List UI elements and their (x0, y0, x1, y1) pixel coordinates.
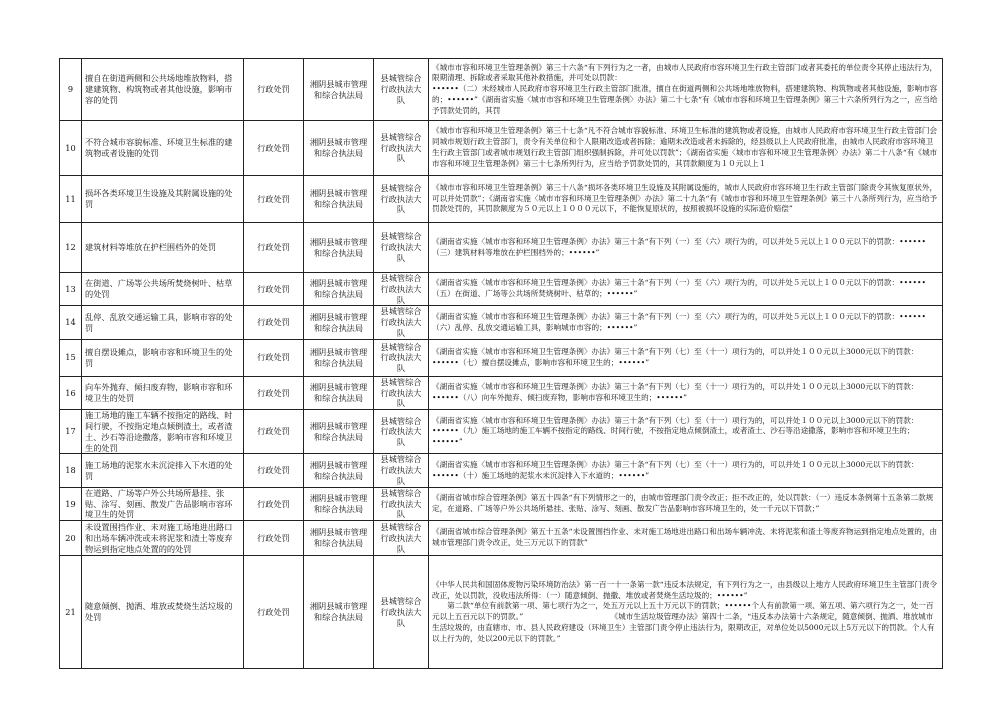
implementing-department: 湘阴县城市管理和综合执法局 (304, 454, 374, 487)
legal-basis (429, 306, 943, 339)
item-type: 行政处罚 (244, 223, 304, 273)
item-type: 行政处罚 (244, 176, 304, 223)
row-number: 18 (60, 454, 82, 487)
legal-basis-paragraph: ••••••（二）未经城市人民政府市容环境卫生行政主管部门批准，擅自在街道两侧和公共场地堆放物料，搭建建筑物、构筑物或者其他设施，影响市容的；••••••”《湖南省实施〈城市市容和环境卫生管理条例〉办法》第二十七条“有《城市市容和环境卫生管理条例》第三十六条所列行为之一，应当给予罚款处罚的，其罚 (432, 84, 938, 115)
legal-basis-paragraph: 《城市市容和环境卫生管理条例》第三十六条“有下列行为之一者，由城市人民政府市容环境卫生行政主管部门或者其委托的单位责令其停止违法行为，限期清理、拆除或者采取其他补救措施，并可处以罚款： (432, 62, 938, 83)
executing-unit: 县城管综合行政执法大队 (374, 59, 429, 121)
implementing-department: 湘阴县城市管理和综合执法局 (304, 223, 374, 273)
legal-basis (429, 487, 943, 520)
legal-basis-paragraph: 《城市市容和环境卫生管理条例》第三十七条“凡不符合城市容貌标准、环境卫生标准的建筑物或者设施，由城市人民政府市容环境卫生行政主管部门会同城市规划行政主管部门，责令有关单位和个人限期改造或者拆除；逾期未改造或者未拆除的，经县级以上人民政府批准，由城市人民政府市容环境卫生行政主管部门或者城市规划行政主管部门组织强制拆除，并可处以罚款”；《湖南省实施〈城市市容和环境卫生管理条例〉办法》第二十八条“有《城市市容和环境卫生管理条例》第三十七条所列行为，应当给予罚款处罚的，其罚款额度为１０元以上１ (432, 126, 938, 168)
item-type: 行政处罚 (244, 454, 304, 487)
executing-unit: 县城管综合行政执法大队 (374, 521, 429, 556)
table-row (60, 487, 943, 520)
item-name: 在街道、广场等公共场所焚烧树叶、枯草的处罚 (82, 273, 244, 306)
row-number: 14 (60, 306, 82, 339)
row-number: 10 (60, 121, 82, 176)
table-row (60, 59, 943, 121)
legal-basis-paragraph: 《湖南省实施〈城市市容和环境卫生管理条例〉办法》第三十条“有下列（七）至（十一）项行为的，可以并处１００元以上3000元以下的罚款：••••••（十）施工场地的泥浆水未沉淀排入下水道的；••••••” (432, 459, 919, 480)
executing-unit: 县城管综合行政执法大队 (374, 121, 429, 176)
item-type: 行政处罚 (244, 273, 304, 306)
implementing-department: 湘阴县城市管理和综合执法局 (304, 121, 374, 176)
implementing-department: 湘阴县城市管理和综合执法局 (304, 556, 374, 669)
legal-basis (429, 59, 943, 121)
implementing-department: 湘阴县城市管理和综合执法局 (304, 176, 374, 223)
executing-unit: 县城管综合行政执法大队 (374, 410, 429, 454)
row-number: 13 (60, 273, 82, 306)
item-type: 行政处罚 (244, 556, 304, 669)
implementing-department: 湘阴县城市管理和综合执法局 (304, 487, 374, 520)
row-number: 11 (60, 176, 82, 223)
implementing-department: 湘阴县城市管理和综合执法局 (304, 521, 374, 556)
item-type: 行政处罚 (244, 59, 304, 121)
executing-unit: 县城管综合行政执法大队 (374, 339, 429, 376)
executing-unit: 县城管综合行政执法大队 (374, 454, 429, 487)
row-number: 21 (60, 556, 82, 669)
row-number: 15 (60, 339, 82, 376)
item-name: 不符合城市容貌标准、环境卫生标准的建筑物或者设施的处罚 (82, 121, 244, 176)
table-body (60, 59, 943, 669)
item-type: 行政处罚 (244, 339, 304, 376)
row-number: 12 (60, 223, 82, 273)
implementing-department: 湘阴县城市管理和综合执法局 (304, 59, 374, 121)
table-row (60, 176, 943, 223)
legal-basis-paragraph: 《湖南省实施〈城市市容和环境卫生管理条例〉办法》第三十条“有下列（七）至（十一）项行为的，可以并处１００元以上3000元以下的罚款：••••••（七）擅自摆设摊点，影响市容和环境卫生的；••••••” (432, 346, 919, 367)
implementing-department: 湘阴县城市管理和综合执法局 (304, 339, 374, 376)
legal-basis (429, 339, 943, 376)
row-number: 9 (60, 59, 82, 121)
legal-basis-paragraph: 《中华人民共和国固体废物污染环境防治法》第一百一十一条第一款“违反本法规定，有下列行为之一，由县级以上地方人民政府环境卫生主管部门责令改正，处以罚款，没收违法所得：（一）随意倾倒、抛撒、堆放或者焚烧生活垃圾的；••••••” (432, 579, 938, 600)
item-type: 行政处罚 (244, 410, 304, 454)
table-row (60, 223, 943, 273)
row-number: 19 (60, 487, 82, 520)
legal-basis (429, 556, 943, 669)
legal-basis-paragraph: 第二款“单位有前款第一项、第七项行为之一，处五万元以上五十万元以下的罚款；••••••个人有前款第一项、第五项、第六项行为之一，处一百元以上五百元以下的罚款。” 《城市生活垃圾管理办法》第四十二条，“违反本办法第十六条规定，随意倾倒、抛洒、堆放城市生活垃圾的，由直辖市、市、县人民政府建设（环境卫生）主管部门责令停止违法行为，限期改正，对单位处以5000元以上5万元以下的罚款。个人有以上行为的，处以200元以下的罚款。” (432, 601, 935, 643)
table-row (60, 121, 943, 176)
legal-basis (429, 521, 943, 556)
table-row (60, 306, 943, 339)
legal-basis (429, 176, 943, 223)
legal-basis (429, 454, 943, 487)
item-name: 擅自在街道两侧和公共场地堆放物料，搭建建筑物、构筑物或者其他设施，影响市容的处罚 (82, 59, 244, 121)
legal-basis-paragraph: 《湖南省实施〈城市市容和环境卫生管理条例〉办法》第三十条“有下列（一）至（六）项行为的，可以并处５元以上１００元以下的罚款：••••••（三）建筑材料等堆放在护栏围档外的；••••••” (432, 236, 926, 257)
table-row (60, 521, 943, 556)
item-type: 行政处罚 (244, 306, 304, 339)
executing-unit: 县城管综合行政执法大队 (374, 376, 429, 409)
item-type: 行政处罚 (244, 376, 304, 409)
table-row (60, 556, 943, 669)
implementing-department: 湘阴县城市管理和综合执法局 (304, 376, 374, 409)
legal-basis (429, 121, 943, 176)
item-name: 施工场地的施工车辆不按指定的路线、时间行驶，不按指定地点倾倒渣土，或者渣土、沙石等沿途撒落，影响市容和环境卫生的处罚 (82, 410, 244, 454)
implementing-department: 湘阴县城市管理和综合执法局 (304, 410, 374, 454)
item-type: 行政处罚 (244, 121, 304, 176)
item-name: 在道路、广场等户外公共场所悬挂、张贴、涂写、刻画、散发广告品影响市容环境卫生的处罚 (82, 487, 244, 520)
implementing-department: 湘阴县城市管理和综合执法局 (304, 306, 374, 339)
legal-basis-paragraph: 《湖南省实施〈城市市容和环境卫生管理条例〉办法》第三十条“有下列（一）至（六）项行为的，可以并处５元以上１００元以下的罚款：••••••（五）在街道、广场等公共场所焚烧树叶、枯草的；••••••” (432, 278, 926, 299)
table-row (60, 410, 943, 454)
legal-basis-paragraph: 《湖南省实施〈城市市容和环境卫生管理条例〉办法》第三十条“有下列（七）至（十一）项行为的，可以并处１００元以上3000元以下的罚款：••••••（八）向车外抛弃、倾扫废弃物，影响市容和环境卫生的；••••••” (432, 382, 919, 402)
item-name: 向车外抛弃、倾扫废弃物，影响市容和环境卫生的处罚 (82, 376, 244, 409)
legal-basis-paragraph: 《湖南省实施〈城市市容和环境卫生管理条例〉办法》第三十条“有下列（七）至（十一）项行为的，可以并处１００元以上3000元以下的罚款：••••••（九）施工场地的施工车辆不按指定的路线、时间行驶，不按指定地点倾倒渣土，或者渣土、沙石等沿途撒落，影响市容和环境卫生的；••••••” (432, 415, 919, 447)
implementing-department: 湘阴县城市管理和综合执法局 (304, 273, 374, 306)
executing-unit: 县城管综合行政执法大队 (374, 487, 429, 520)
executing-unit: 县城管综合行政执法大队 (374, 306, 429, 339)
legal-basis-paragraph: 《湖南省城市综合管理条例》第五十五条“未设置围挡作业、未对施工场地进出路口和出场车辆冲洗、未将泥浆和渣土等废弃物运到指定地点处置的，由城市管理部门责令改正，处三万元以下的罚款” (432, 527, 938, 548)
item-name: 未设置围挡作业、未对施工场地进出路口和出场车辆冲洗或未将泥浆和渣土等废弃物运到指定地点处置的的处罚 (82, 521, 244, 556)
item-name: 擅自摆设摊点，影响市容和环境卫生的处罚 (82, 339, 244, 376)
executing-unit: 县城管综合行政执法大队 (374, 223, 429, 273)
item-type: 行政处罚 (244, 521, 304, 556)
executing-unit: 县城管综合行政执法大队 (374, 273, 429, 306)
executing-unit: 县城管综合行政执法大队 (374, 556, 429, 669)
row-number: 20 (60, 521, 82, 556)
row-number: 16 (60, 376, 82, 409)
legal-basis-paragraph: 《城市市容和环境卫生管理条例》第三十八条“损坏各类环境卫生设施及其附属设施的，城市人民政府市容环境卫生行政主管部门除责令其恢复原状外，可以并处罚款”；《湖南省实施〈城市市容和环境卫生管理条例〉办法》第二十九条“有《城市市容和环境卫生管理条例》第三十八条所列行为，应当给予罚款处罚的，其罚款额度为５０元以上１０００元以下，不能恢复原状的，按照被损坏设施的实际造价赔偿” (432, 182, 938, 214)
table-row (60, 376, 943, 409)
legal-basis (429, 273, 943, 306)
legal-basis (429, 223, 943, 273)
item-name: 建筑材料等堆放在护栏围档外的处罚 (82, 223, 244, 273)
item-name: 损坏各类环境卫生设施及其附属设施的处罚 (82, 176, 244, 223)
legal-basis-paragraph: 《湖南省城市综合管理条例》第五十四条“有下列情形之一的，由城市管理部门责令改正；拒不改正的，处以罚款：（一）违反本条例第十五条第二款规定，在道路、广场等户外公共场所悬挂、张贴、涂写、刻画、散发广告品影响市容环境卫生的，处一千元以下罚款；” (432, 493, 934, 513)
item-type: 行政处罚 (244, 487, 304, 520)
table-row (60, 454, 943, 487)
table-row (60, 339, 943, 376)
legal-basis (429, 376, 943, 409)
item-name: 乱停、乱放交通运输工具，影响市容的处罚 (82, 306, 244, 339)
item-name: 施工场地的泥浆水未沉淀排入下水道的处罚 (82, 454, 244, 487)
legal-basis-paragraph: 《湖南省实施〈城市市容和环境卫生管理条例〉办法》第三十条“有下列（一）至（六）项行为的，可以并处５元以上１００元以下的罚款：••••••（六）乱停、乱放交通运输工具，影响城市市容的；••••••” (432, 311, 926, 332)
table-row (60, 273, 943, 306)
row-number: 17 (60, 410, 82, 454)
executing-unit: 县城管综合行政执法大队 (374, 176, 429, 223)
penalty-table (59, 58, 943, 669)
legal-basis (429, 410, 943, 454)
item-name: 随意倾倒、抛洒、堆放或焚烧生活垃圾的处罚 (82, 556, 244, 669)
